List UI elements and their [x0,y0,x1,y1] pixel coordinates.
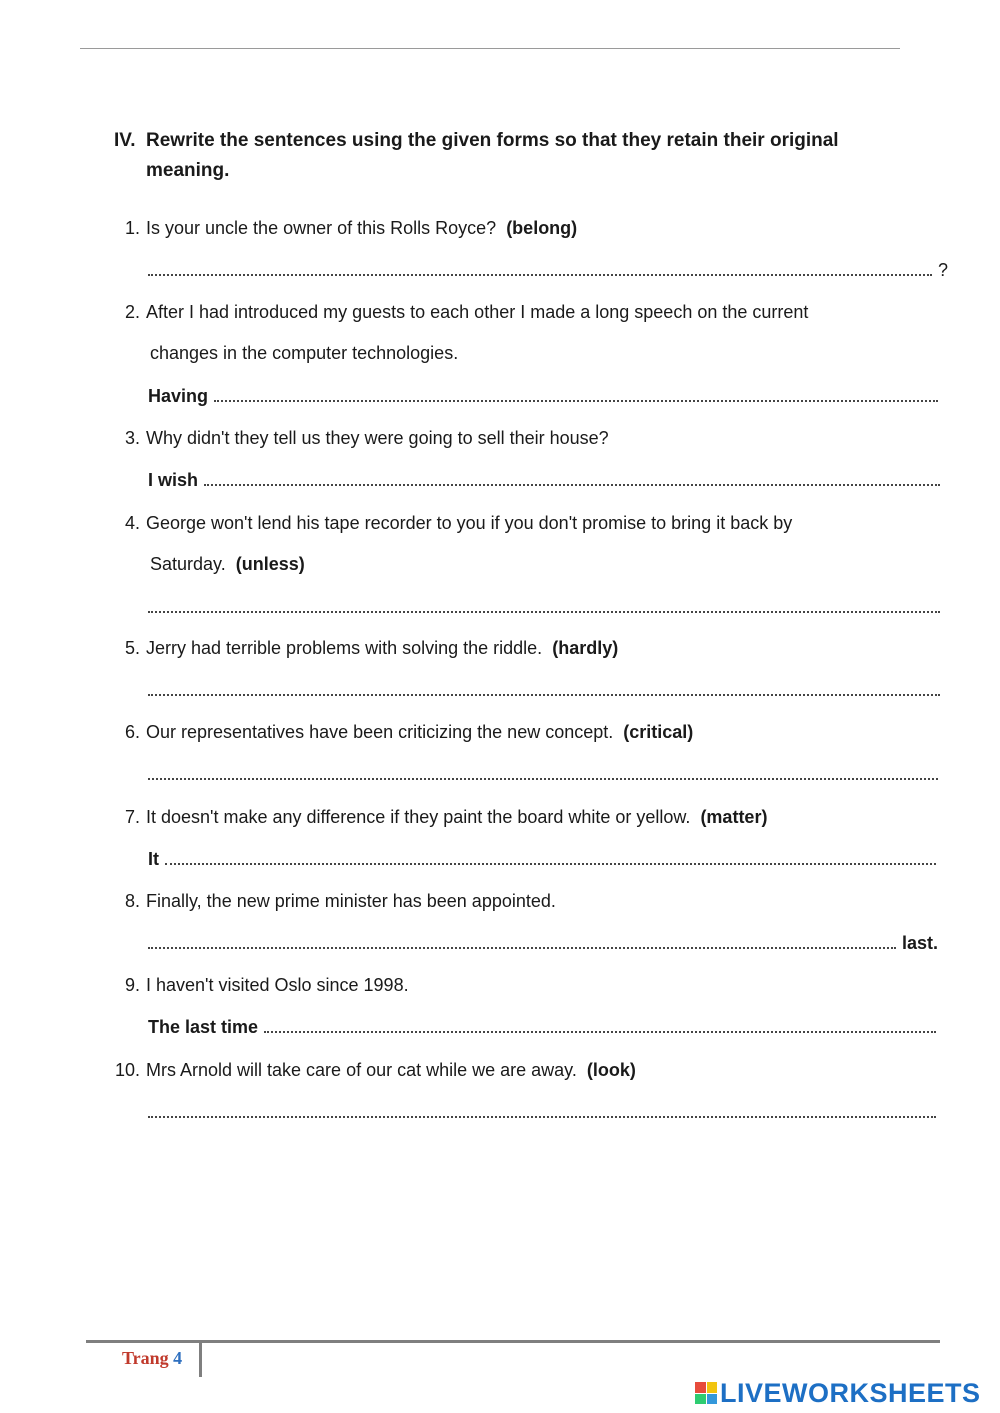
item-cue: (hardly) [552,638,619,658]
answer-dots[interactable] [148,933,896,949]
answer-line-2[interactable] [148,386,938,408]
item-sentence: Is your uncle the owner of this Rolls Royce? [146,218,497,238]
answer-line-9[interactable] [148,1017,936,1039]
item-number: 8. [124,891,140,911]
item-sentence: It doesn't make any difference if they paint the board white or yellow. [146,807,691,827]
answer-dots[interactable] [148,764,938,780]
item-cue: (look) [586,1060,636,1080]
item-cue: (unless) [235,554,305,574]
answer-line-4[interactable] [148,597,940,619]
answer-suffix: last. [901,933,938,953]
answer-dots[interactable] [165,849,936,865]
answer-dots[interactable] [148,680,940,696]
item-sentence: Mrs Arnold will take care of our cat while we are away. [146,1060,577,1080]
answer-dots[interactable] [214,386,938,402]
answer-line-8[interactable] [148,933,938,955]
item-sentence: Our representatives have been criticizing the new concept. [146,722,614,742]
page-indicator [122,1348,182,1369]
item-number: 1. [124,218,140,238]
item-sentence: George won't lend his tape recorder to you if you don't promise to bring it back by [146,513,793,533]
answer-prefix: The last time [148,1017,259,1037]
item-number: 6. [124,722,140,742]
item-sentence: I haven't visited Oslo since 1998. [146,975,409,995]
page-label: Trang [122,1348,169,1368]
item-number: 7. [124,807,140,827]
logo-text: LIVEWORKSHEETS [720,1377,981,1408]
item-sentence: Finally, the new prime minister has been appointed. [146,891,556,911]
page-number: 4 [173,1348,183,1368]
answer-suffix: ? [937,260,948,280]
instruction-line-1: Rewrite the sentences using the given forms so that they retain their original [146,130,839,151]
item-number: 2. [124,302,140,322]
section-number: IV. [114,130,136,151]
answer-line-5[interactable] [148,680,940,702]
item-sentence: Jerry had terrible problems with solving the riddle. [146,638,543,658]
answer-line-1[interactable] [148,260,948,282]
answer-line-6[interactable] [148,764,938,786]
item-sentence-continued: Saturday. [150,554,226,574]
item-number: 4. [124,513,140,533]
item-number: 5. [124,638,140,658]
item-number: 9. [124,975,140,995]
instruction-line-2: meaning. [146,160,230,181]
answer-dots[interactable] [204,470,940,486]
item-sentence: After I had introduced my guests to each other I made a long speech on the current [146,302,809,322]
answer-prefix: I wish [148,470,199,490]
item-sentence-continued: changes in the computer technologies. [150,343,459,363]
footer-divider [86,1340,940,1343]
answer-line-3[interactable] [148,470,940,492]
answer-dots[interactable] [264,1017,936,1033]
item-cue: (critical) [623,722,694,742]
footer-separator [199,1343,202,1377]
answer-prefix: Having [148,386,209,406]
liveworksheets-logo [695,1378,981,1408]
answer-dots[interactable] [148,1102,936,1118]
item-cue: (belong) [506,218,578,238]
section-heading [114,126,924,186]
liveworksheets-badge-icon [695,1382,717,1404]
answer-dots[interactable] [148,260,932,276]
item-number: 3. [124,428,140,448]
item-sentence: Why didn't they tell us they were going to sell their house? [146,428,609,448]
answer-dots[interactable] [148,597,940,613]
top-divider [80,48,900,49]
answer-prefix: It [148,849,159,869]
answer-line-10[interactable] [148,1102,936,1124]
item-cue: (matter) [700,807,768,827]
answer-line-7[interactable] [148,849,936,871]
item-number: 10. [114,1060,140,1080]
